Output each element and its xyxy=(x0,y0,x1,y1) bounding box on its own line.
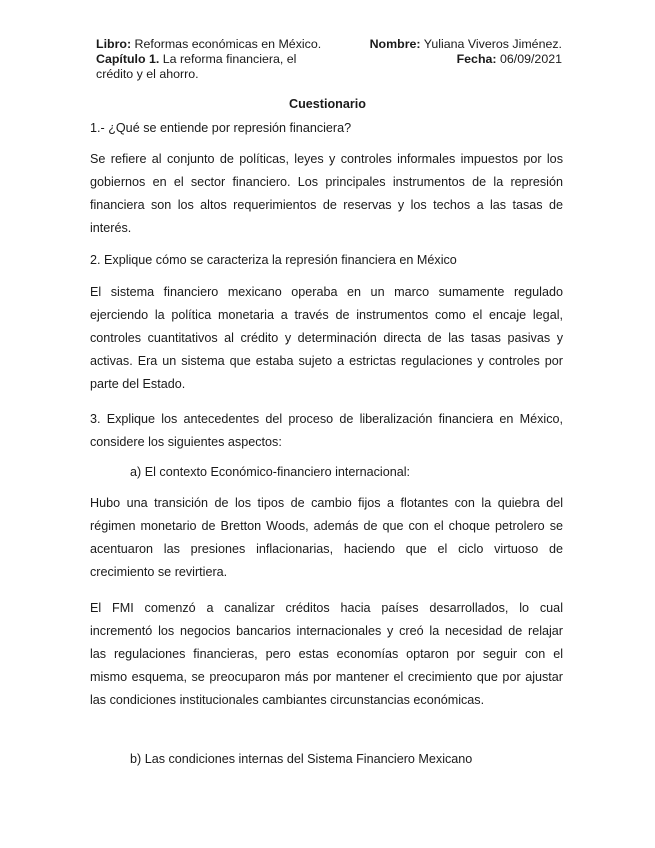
answer-3a-line: acentuaron las presiones inflacionarias, haciendo que el ciclo virtuoso de xyxy=(90,542,563,556)
question-1: 1.- ¿Qué se entiende por represión financiera? xyxy=(90,121,352,135)
answer-3a-line: Hubo una transición de los tipos de cambio fijos a flotantes con la quiebra del xyxy=(90,496,563,510)
question-3-line: considere los siguientes aspectos: xyxy=(90,435,282,449)
name-value: Yuliana Viveros Jiménez. xyxy=(420,37,562,51)
header-book-info xyxy=(96,37,344,82)
answer-3a-line: las condiciones institucionales cambiantes circunstancias económicas. xyxy=(90,693,485,707)
date-value: 06/09/2021 xyxy=(496,52,562,66)
answer-1 xyxy=(90,148,563,240)
answer-3a-line: El FMI comenzó a canalizar créditos hacia países desarrollados, lo cual xyxy=(90,601,563,615)
chapter-label: Capítulo 1. xyxy=(96,52,160,66)
subquestion-a: a) El contexto Económico-financiero internacional: xyxy=(130,465,411,479)
answer-2-line: controles cuantitativos al crédito y determinación directa de las tasas pasivas y xyxy=(90,331,563,345)
book-label: Libro: xyxy=(96,37,132,51)
date-label: Fecha: xyxy=(456,52,497,66)
name-label: Nombre: xyxy=(369,37,421,51)
answer-1-line: financiera son los altos requerimientos de reservas y los techos a las tasas de xyxy=(90,198,563,212)
answer-3a-line: mismo esquema, se preocuparon más por mantener el crecimiento que por ajustar xyxy=(90,670,563,684)
answer-1-line: interés. xyxy=(90,221,132,235)
answer-2-line: parte del Estado. xyxy=(90,377,186,391)
answer-2-line: activas. Era un sistema que estaba sujeto a estrictas regulaciones y controles por xyxy=(90,354,563,368)
date-line xyxy=(352,52,562,67)
chapter-line-2: crédito y el ahorro. xyxy=(96,67,199,81)
answer-3a-line: régimen monetario de Bretton Woods, además de que con el choque petrolero se xyxy=(90,519,563,533)
name-line xyxy=(352,37,562,52)
answer-2 xyxy=(90,281,563,396)
answer-2-line: ejerciendo la política monetaria a través de instrumentos como el encaje legal, xyxy=(90,308,563,322)
answer-2-line: El sistema financiero mexicano operaba en un marco sumamente regulado xyxy=(90,285,563,299)
answer-3a-paragraph-1 xyxy=(90,492,563,584)
question-3 xyxy=(90,408,563,454)
answer-3a-paragraph-2 xyxy=(90,597,563,712)
header-student-info xyxy=(352,37,562,67)
question-3-line: 3. Explique los antecedentes del proceso de liberalización financiera en México, xyxy=(90,412,563,426)
subquestion-b: b) Las condiciones internas del Sistema Financiero Mexicano xyxy=(130,752,473,766)
answer-3a-line: incrementó los negocios bancarios internacionales y creó la necesidad de relajar xyxy=(90,624,563,638)
answer-3a-line: crecimiento se revirtiera. xyxy=(90,565,228,579)
answer-1-line: Se refiere al conjunto de políticas, leyes y controles informales impuestos por los xyxy=(90,152,563,166)
page-title: Cuestionario xyxy=(289,97,366,111)
chapter-line xyxy=(96,52,344,67)
answer-3a-line: las regulaciones financieras, pero estas economías optaron por seguir con el xyxy=(90,647,563,661)
chapter-value-1: La reforma financiera, el xyxy=(159,52,297,66)
answer-1-line: gobiernos en el sector financiero. Los principales instrumentos de la represión xyxy=(90,175,563,189)
book-value: Reformas económicas en México. xyxy=(131,37,322,51)
book-line xyxy=(96,37,344,52)
question-2: 2. Explique cómo se caracteriza la represión financiera en México xyxy=(90,253,457,267)
